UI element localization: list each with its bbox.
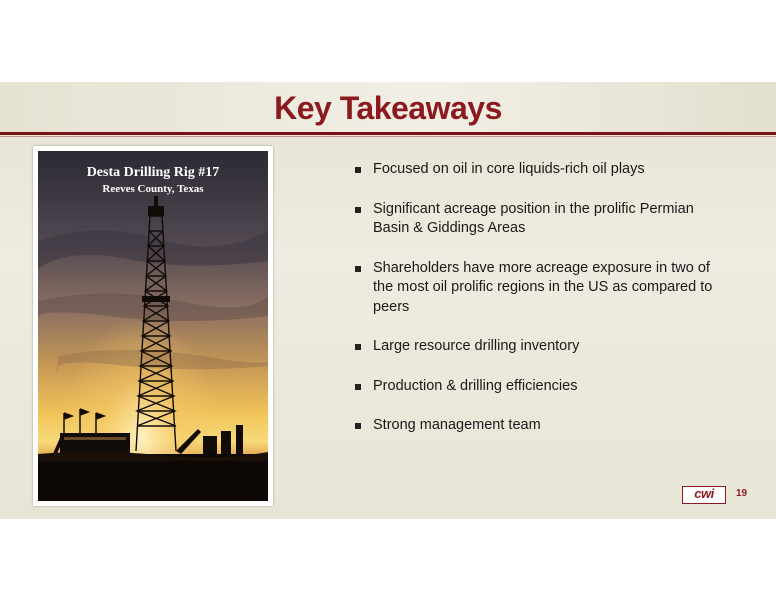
slide-title: Key Takeaways: [274, 90, 502, 126]
photo-caption: [38, 165, 268, 195]
takeaways-list: [355, 160, 715, 436]
bullet-square-icon: [355, 423, 361, 429]
photo-caption-location: Reeves County, Texas: [102, 183, 204, 195]
page-number: 19: [736, 488, 748, 499]
bullet-text: Significant acreage position in the prolific Permian Basin & Giddings Areas: [373, 200, 694, 236]
logo-text: cwi: [694, 486, 714, 501]
bullet-square-icon: [355, 207, 361, 213]
title-divider: [0, 132, 776, 135]
list-item: [355, 160, 715, 180]
rig-photo: [38, 151, 268, 501]
bullet-square-icon: [355, 384, 361, 390]
drilling-rig-image: [38, 151, 268, 501]
title-divider-thin: [0, 136, 776, 137]
bullet-text: Shareholders have more acreage exposure in two of the most oil prolific regions in the US as compared to peers: [373, 259, 713, 315]
list-item: [355, 259, 715, 318]
photo-caption-title: Desta Drilling Rig #17: [86, 165, 220, 180]
bullet-square-icon: [355, 167, 361, 173]
bullet-text: Production & drilling efficiencies: [373, 377, 578, 394]
list-item: [355, 337, 715, 357]
list-item: [355, 416, 715, 436]
company-logo: [682, 486, 726, 504]
bullet-text: Strong management team: [373, 417, 541, 433]
rig-photo-frame: [33, 146, 273, 506]
list-item: [355, 200, 715, 239]
bullet-text: Large resource drilling inventory: [373, 338, 580, 354]
bullet-text: Focused on oil in core liquids-rich oil plays: [373, 161, 645, 177]
title-band: [0, 82, 776, 132]
bullet-square-icon: [355, 266, 361, 272]
bullet-square-icon: [355, 344, 361, 350]
list-item: [355, 377, 715, 397]
